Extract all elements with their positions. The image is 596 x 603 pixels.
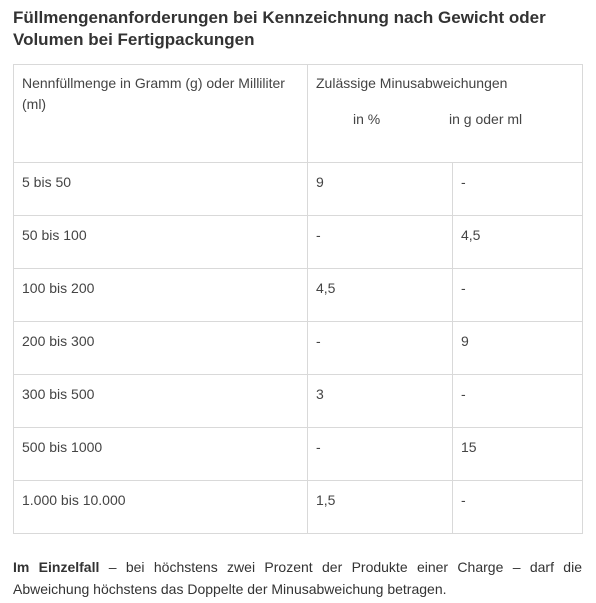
table-row [14,163,583,216]
cell-amount: 15 [453,428,583,481]
page-heading: Füllmengenanforderungen bei Kennzeichnung nach Gewicht oder Volumen bei Fertigpackungen [13,8,546,49]
footnote-bold-lead: Im Einzelfall [13,559,100,575]
table-row [14,428,583,481]
cell-amount: - [453,481,583,534]
header-unit-label: in g oder ml [449,111,523,127]
footnote-text: – bei höchstens zwei Prozent der Produkte einer Charge – darf die Abweichung höchstens das Doppelte der Minusabweichung betragen. [13,559,582,597]
table-row [14,216,583,269]
cell-range: 300 bis 500 [14,375,308,428]
table-header-row [14,65,583,163]
header-tolerances-label: Zulässige Minusabweichungen [316,75,508,91]
cell-percent: - [308,322,453,375]
table-row [14,322,583,375]
cell-amount: - [453,163,583,216]
cell-percent: 9 [308,163,453,216]
fill-quantity-table [13,64,583,534]
cell-amount: 4,5 [453,216,583,269]
cell-range: 100 bis 200 [14,269,308,322]
cell-percent: 1,5 [308,481,453,534]
cell-amount: - [453,269,583,322]
table-row [14,375,583,428]
cell-range: 500 bis 1000 [14,428,308,481]
table-row [14,481,583,534]
cell-range: 5 bis 50 [14,163,308,216]
cell-range: 50 bis 100 [14,216,308,269]
header-percent-label: in % [353,111,381,127]
footnote-paragraph [13,556,582,600]
table-row [14,269,583,322]
cell-range: 1.000 bis 10.000 [14,481,308,534]
cell-amount: 9 [453,322,583,375]
cell-percent: 4,5 [308,269,453,322]
cell-percent: - [308,216,453,269]
cell-range: 200 bis 300 [14,322,308,375]
header-tolerances [308,65,583,163]
cell-percent: - [308,428,453,481]
header-nominal-quantity: Nennfüllmenge in Gramm (g) oder Milliliter (ml) [14,65,308,163]
cell-amount: - [453,375,583,428]
cell-percent: 3 [308,375,453,428]
